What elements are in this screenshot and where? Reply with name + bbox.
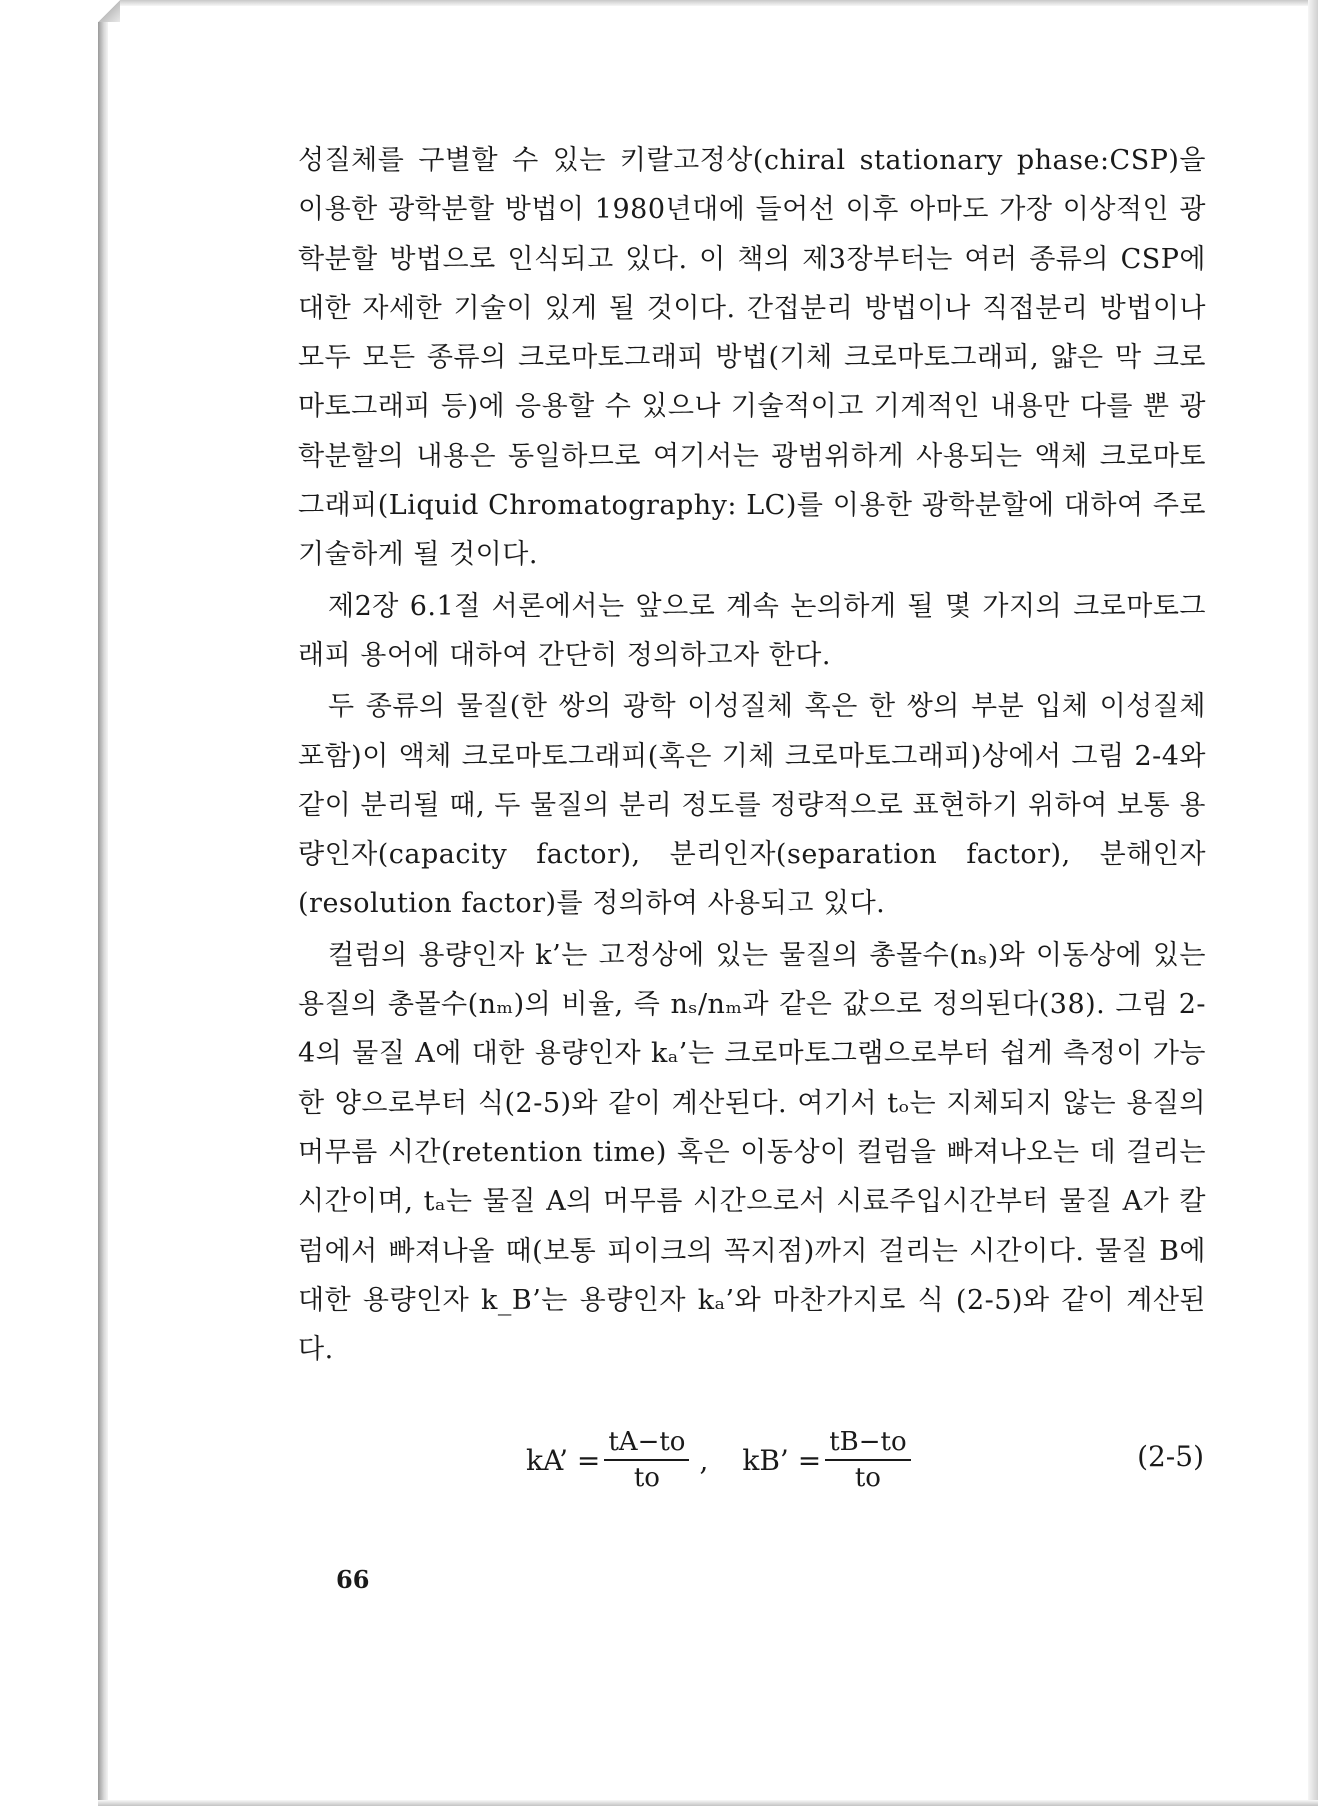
fraction-b-denominator: to	[854, 1463, 881, 1493]
fraction-a	[604, 1425, 689, 1495]
equation-term-b	[742, 1425, 914, 1495]
paragraph-1: 성질체를 구별할 수 있는 키랄고정상(chiral stationary phase:CSP)을 이용한 광학분할 방법이 1980년대에 들어선 이후 아마도 가장 이상적인 광학분할 방법으로 인식되고 있다. 이 책의 제3장부터는 여러 종류의 CSP에 대한 자세한 기술이 있게 될 것이다. 간접분리 방법이나 직접분리 방법이나 모두 모든 종류의 크로마토그래피 방법(기체 크로마토그래피, 얇은 막 크로마토그래피 등)에 응용할 수 있으나 기술적이고 기계적인 내용만 다를 뿐 광학분할의 내용은 동일하므로 여기서는 광범위하게 사용되는 액체 크로마토그래피(Liquid Chromatography: LC)를 이용한 광학분할에 대하여 주로 기술하게 될 것이다.	[298, 145, 1206, 571]
page-number: 66	[336, 1565, 370, 1594]
paragraph-3: 두 종류의 물질(한 쌍의 광학 이성질체 혹은 한 쌍의 부분 입체 이성질체 포함)이 액체 크로마토그래피(혹은 기체 크로마토그래피)상에서 그림 2-4와 같이 분리될 때, 두 물질의 분리 정도를 정량적으로 표현하기 위하여 보통 용량인자(capacity factor), 분리인자(separation factor), 분해인자(resolution factor)를 정의하여 사용되고 있다.	[298, 691, 1206, 920]
equation-term-a	[526, 1425, 693, 1495]
equation-separator: ,	[699, 1443, 709, 1477]
fraction-a-denominator: to	[633, 1463, 660, 1493]
page-edge-top	[98, 0, 1318, 6]
equation-body	[526, 1420, 915, 1500]
fraction-b	[825, 1425, 910, 1495]
fraction-b-numerator: tB−to	[825, 1425, 910, 1461]
equation-lhs-a: kA’ =	[526, 1443, 601, 1477]
equation-number: (2-5)	[1137, 1440, 1204, 1473]
paragraph-4: 컬럼의 용량인자 k’는 고정상에 있는 물질의 총몰수(nₛ)와 이동상에 있는 용질의 총몰수(nₘ)의 비율, 즉 nₛ/nₘ과 같은 값으로 정의된다(38). 그림 2-4의 물질 A에 대한 용량인자 kₐ’는 크로마토그램으로부터 쉽게 측정이 가능한 양으로부터 식(2-5)와 같이 계산된다. 여기서 tₒ는 지체되지 않는 용질의 머무름 시간(retention time) 혹은 이동상이 컬럼을 빠져나오는 데 걸리는 시간이며, tₐ는 물질 A의 머무름 시간으로서 시료주입시간부터 물질 A가 칼럼에서 빠져나올 때(보통 피이크의 꼭지점)까지 걸리는 시간이다. 물질 B에 대한 용량인자 k_B’는 용량인자 kₐ’와 마찬가지로 식 (2-5)와 같이 계산된다.	[298, 939, 1206, 1366]
equation-2-5	[298, 1420, 1206, 1500]
fraction-a-numerator: tA−to	[604, 1425, 689, 1461]
body-text	[298, 136, 1206, 1374]
page-edge-left	[98, 0, 108, 1806]
page-corner-fold	[98, 0, 120, 22]
equation-lhs-b: kB’ =	[742, 1443, 822, 1477]
page-edge-right	[1308, 0, 1318, 1806]
page-edge-bottom	[98, 1800, 1318, 1806]
paragraph-2: 제2장 6.1절 서론에서는 앞으로 계속 논의하게 될 몇 가지의 크로마토그래피 용어에 대하여 간단히 정의하고자 한다.	[298, 590, 1206, 671]
